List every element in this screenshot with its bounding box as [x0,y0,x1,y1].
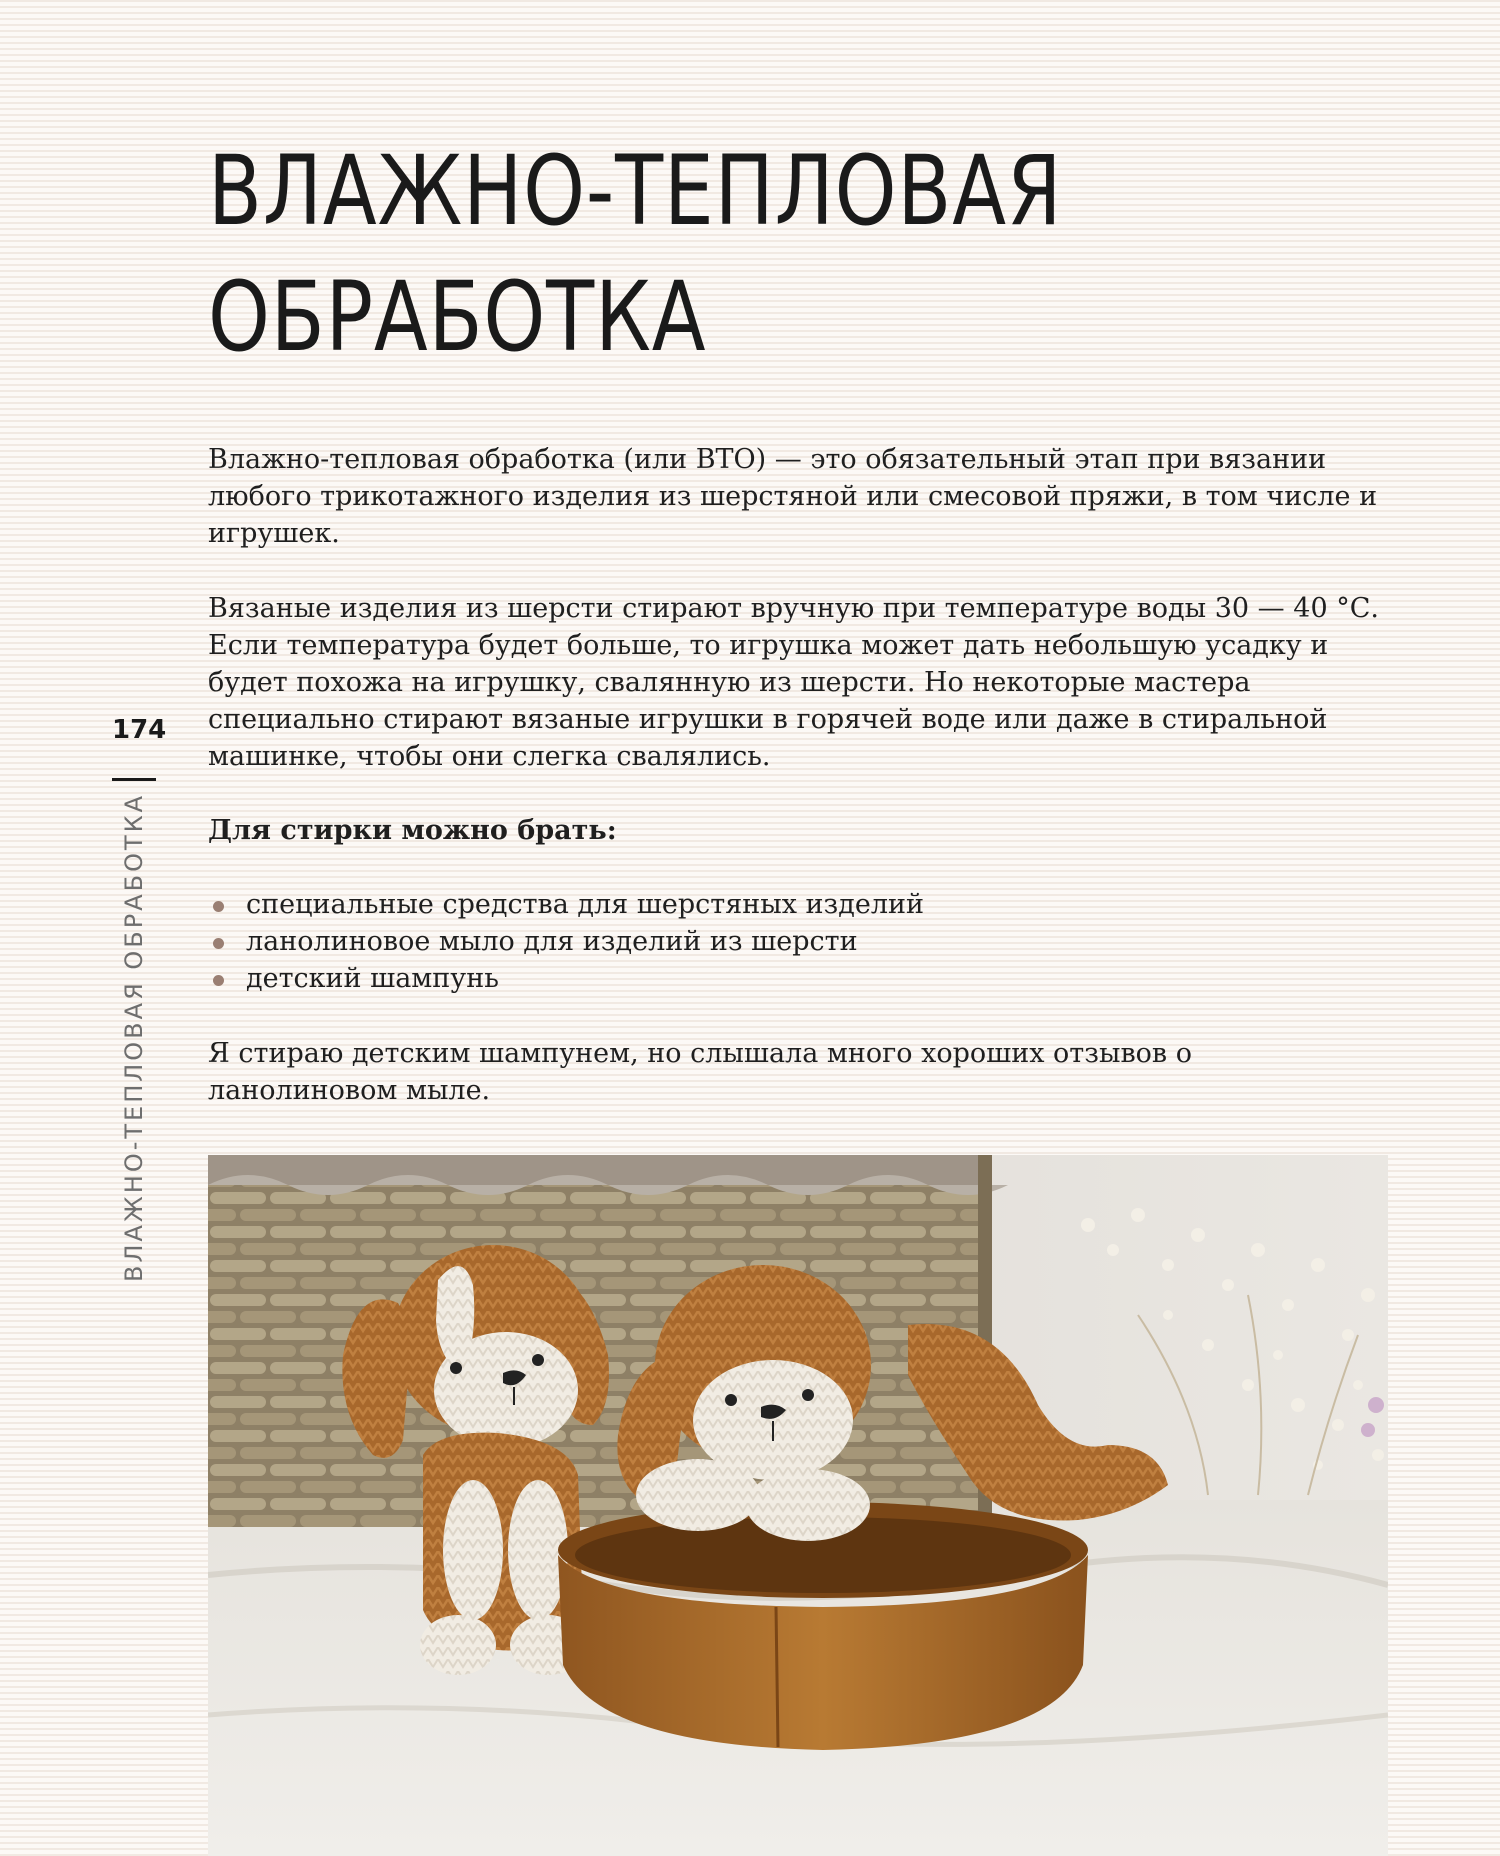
closing-paragraph-block [208,1035,1388,1109]
closing-paragraph: Я стираю детским шампунем, но слышала много хороших отзывов о ланолиновом мыле. [208,1038,1192,1106]
list-item [208,923,1388,960]
page-title-line-1: ВЛАЖНО-ТЕПЛОВАЯ [208,135,1063,247]
bullet-dot-icon [213,938,224,949]
bullet-dot-icon [213,901,224,912]
running-header: ВЛАЖНО-ТЕПЛОВАЯ ОБРАБОТКА [120,792,148,1282]
bullet-dot-icon [213,975,224,986]
washing-paragraph-block [208,590,1388,775]
page-number-rule [112,778,156,781]
knitted-puppies-photo [208,1155,1388,1856]
list-item-text: специальные средства для шерстяных изделий [246,889,925,920]
list-item-text: ланолиновое мыло для изделий из шерсти [246,926,858,957]
list-heading: Для стирки можно брать: [208,815,617,846]
wicker-basket [208,1155,1008,1527]
page-title [208,128,1062,380]
list-item [208,960,1388,997]
detergent-list [208,886,1388,997]
list-heading-block [208,812,1388,849]
list-item [208,886,1388,923]
list-item-text: детский шампунь [246,963,499,994]
page-title-line-2: ОБРАБОТКА [208,261,707,373]
washing-paragraph: Вязаные изделия из шерсти стирают вручную при температуре воды 30 — 40 °С. Если температура будет больше, то игрушка может дать небольшую усадку и будет похожа на игрушку, свалянную из шерсти. Но некоторые мастера специально стирают вязаные игрушки в горячей воде или даже в стиральной машинке, чтобы они слегка свалялись. [208,593,1379,772]
page-number: 174 [112,715,167,745]
intro-paragraph-block [208,441,1388,552]
intro-paragraph: Влажно-тепловая обработка (или ВТО) — это обязательный этап при вязании любого трикотажного изделия из шерстяной или смесовой пряжи, в том числе и игрушек. [208,444,1378,549]
detergent-list-block [208,886,1388,997]
